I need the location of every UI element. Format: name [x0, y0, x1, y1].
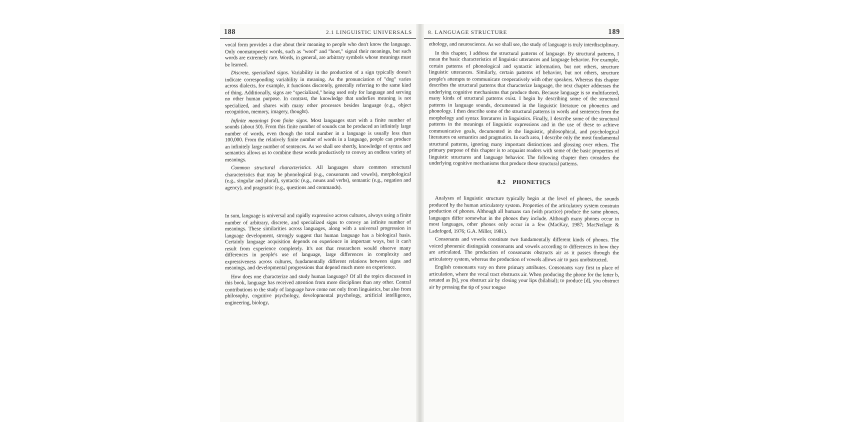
right-running-title: 8. LANGUAGE STRUCTURE [428, 30, 508, 36]
right-page-number: 189 [608, 28, 620, 36]
left-page [220, 24, 416, 422]
right-paragraph: Consonants and vowels constitute two fundamentally different kinds of phones. The voiced phonemic distinguish consonants and vowels according to differences in how they are articulated. The production of consonants obstructs air as it passes through the articulatory system, whereas the production of vowels allows air to pass unobstructed. [429, 236, 619, 263]
right-running-head [424, 24, 624, 39]
section-heading [429, 179, 619, 186]
left-paragraph: In sum, language is universal and rapidly expressive across cultures, always using a finite number of arbitrary, discrete, and specialized signs to convey an infinite number of meanings. These similarities across languages, along with a universal progression in language development, strongly suggest that human language has a biological basis. Certainly language acquisition depends on experience in important ways, but it can't result from experience completely. It's not that researchers would observe many differences in people's use of language, large differences in complexity and expressiveness across cultures, fundamentally different relations between signs and meanings, and developmental progressions that depend much more on experience. [225, 212, 411, 272]
left-paragraph: How does one characterize and study human language? Of all the topics discussed in this book, language has received attention from more disciplines than any other. Central contributions to the study of language have come not only from linguistics, but also from philosophy, cognitive psychology, developmental psychology, artificial intelligence, engineering, biology, [225, 273, 411, 306]
right-paragraph: English consonants vary on three primary attributes. Consonants vary first in place of articulation, where the vocal tract obstructs air. When producing the phone for the letter b, notated as [b], you obstruct air by closing your lips (bilabial); to produce [d], you obstruct air by pressing the tip of your tongue [429, 264, 619, 291]
left-body-text [220, 39, 416, 307]
right-body-text [424, 39, 624, 292]
left-page-number: 188 [224, 28, 236, 36]
right-paragraph: Analyses of linguistic structure typically begin at the level of phones, the sounds produced by the human articulatory system. Properties of the articulatory system constrain production of phones. Although all humans can (with practice) produce the same phones, languages differ somewhat in the phones they include. Although many phones occur in most languages, other phones only occur in a few (MacKay, 1987; MacNeilage & Ladefoged, 1976; G.A. Miller, 1981). [429, 195, 619, 235]
right-page [424, 24, 624, 422]
section-title: PHONETICS [512, 179, 551, 186]
left-running-title: 2.1 LINGUISTIC UNIVERSALS [326, 30, 412, 36]
left-paragraph: Common structural characteristics. All languages share common structural characteristics that may be phonological (e.g., consonants and vowels), morphological (e.g., singular and plural), syntactic (e.g., nouns and verbs), semantic (e.g., negation and agency), and pragmatic (e.g., questions and commands). [225, 164, 412, 191]
left-paragraph: vocal form provides a clue about their meaning to people who don't know the language. Only onomatopoetic words, such as "woof" and "hoot," signal their meanings, but such words are extremely rare. Words, in general, are arbitrary symbols whose meanings must be learned. [225, 41, 411, 68]
left-paragraph: Discrete, specialized signs. Variability in the production of a sign typically doesn't indicate corresponding variability in meaning. As the pronunciation of "dog" varies across dialects, for example, it functions discretely, generally referring to the same kind of thing. Additionally, signs are "specialized," being used only for language and serving no other human purpose. In contrast, the knowledge that underlies meaning is not specialized, and shares with many other processes besides language (e.g., object recognition, memory, imagery, thought). [225, 69, 411, 116]
left-paragraph: Infinite meanings from finite signs. Most languages start with a finite number of sounds (about 50). From this finite number of sounds can be produced an infinitely large number of words, even though the total number in a language is usually less than 100,000. From the relatively finite number of words in a language, people can produce an infinitely large number of sentences. As we shall see shortly, knowledge of syntax and semantics allows us to combine these words productively to convey an endless variety of meanings. [225, 117, 412, 163]
right-paragraph: In this chapter, I address the structural patterns of language. By structural patterns, I mean the basic characteristics of linguistic utterances and language behavior. For example, certain patterns of phonological and syntactic information, but not others, structure linguistic utterances. Similarly, certain patterns of behavior, but not others, structure people's attempts to communicate cooperatively with other speakers. Whereas this chapter describes the structural patterns that characterize language, the next chapter addresses the underlying cognitive mechanisms that produce them. Because language is so multifaceted, many kinds of structural patterns exist. I begin by describing some of the structural patterns in language sounds, documented in the linguistic literature on phonetics and phonology. I then describe some of the structural patterns in words and sentences from the morphology and syntax literatures in linguistics. Finally, I describe some of the structural patterns in the meanings of linguistic expressions and in the use of these to achieve communicative goals, documented in the linguistic, philosophical, and psychological literatures on semantics and pragmatics. In each area, I describe only the most fundamental structural patterns, ignoring many important distinctions and glossing over others. The primary purpose of this chapter is to acquaint readers with some of the basic properties of linguistic structures and language behavior. The following chapter then considers the underlying cognitive mechanisms that produce these structural patterns. [429, 50, 619, 168]
left-running-head [220, 24, 416, 39]
right-paragraph: ethology, and neuroscience. As we shall see, the study of language is truly interdisciplinary. [429, 41, 619, 49]
book-spine [416, 24, 424, 422]
section-number: 8.2 [497, 179, 506, 186]
